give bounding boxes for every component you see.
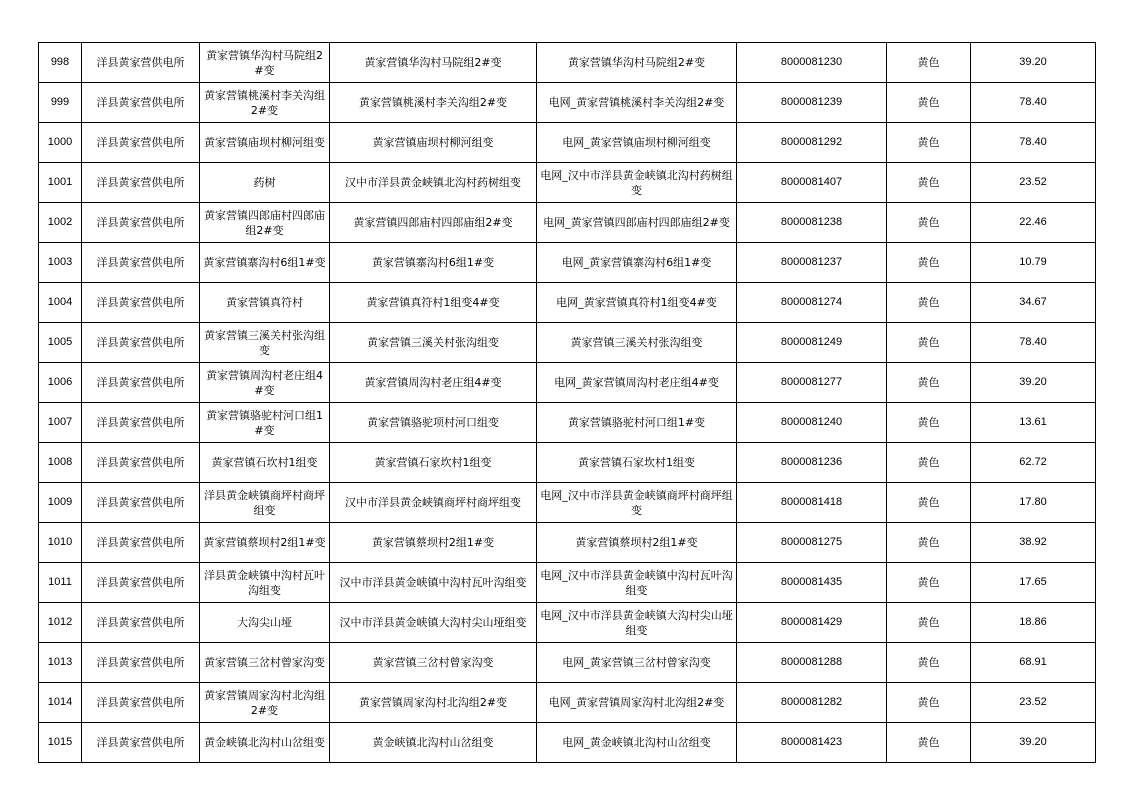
value-cell: 23.52 <box>971 683 1096 723</box>
station-name-cell: 黄家营镇桃溪村李关沟组2#变 <box>330 83 537 123</box>
row-number-cell: 1009 <box>39 483 82 523</box>
row-number-cell: 1005 <box>39 323 82 363</box>
office-cell: 洋县黄家营供电所 <box>82 83 200 123</box>
transformer-name-cell: 黄家营镇三溪关村张沟组变 <box>200 323 330 363</box>
station-name-cell: 汉中市洋县黄金峡镇商坪村商坪组变 <box>330 483 537 523</box>
table-row <box>39 723 1096 763</box>
table-row <box>39 283 1096 323</box>
transformer-name-cell: 黄家营镇周沟村老庄组4#变 <box>200 363 330 403</box>
office-cell: 洋县黄家营供电所 <box>82 563 200 603</box>
transformer-name-cell: 黄家营镇桃溪村李关沟组2#变 <box>200 83 330 123</box>
asset-code-cell: 8000081249 <box>737 323 887 363</box>
grid-name-cell: 电网_黄家营镇三岔村曾家沟变 <box>537 643 737 683</box>
office-cell: 洋县黄家营供电所 <box>82 163 200 203</box>
value-cell: 39.20 <box>971 723 1096 763</box>
row-number-cell: 1010 <box>39 523 82 563</box>
row-number-cell: 1011 <box>39 563 82 603</box>
office-cell: 洋县黄家营供电所 <box>82 483 200 523</box>
row-number-cell: 1012 <box>39 603 82 643</box>
grid-name-cell: 电网_黄家营镇周家沟村北沟组2#变 <box>537 683 737 723</box>
warning-color-cell: 黄色 <box>887 603 971 643</box>
value-cell: 34.67 <box>971 283 1096 323</box>
transformer-name-cell: 黄家营镇真符村 <box>200 283 330 323</box>
transformer-table <box>38 42 1096 763</box>
value-cell: 18.86 <box>971 603 1096 643</box>
station-name-cell: 黄家营镇骆驼项村河口组变 <box>330 403 537 443</box>
table-row <box>39 563 1096 603</box>
row-number-cell: 1013 <box>39 643 82 683</box>
row-number-cell: 999 <box>39 83 82 123</box>
grid-name-cell: 电网_汉中市洋县黄金峡镇中沟村瓦叶沟组变 <box>537 563 737 603</box>
value-cell: 39.20 <box>971 363 1096 403</box>
warning-color-cell: 黄色 <box>887 683 971 723</box>
asset-code-cell: 8000081274 <box>737 283 887 323</box>
transformer-name-cell: 药树 <box>200 163 330 203</box>
warning-color-cell: 黄色 <box>887 723 971 763</box>
asset-code-cell: 8000081282 <box>737 683 887 723</box>
value-cell: 17.80 <box>971 483 1096 523</box>
asset-code-cell: 8000081237 <box>737 243 887 283</box>
grid-name-cell: 电网_黄家营镇真符村1组变4#变 <box>537 283 737 323</box>
office-cell: 洋县黄家营供电所 <box>82 283 200 323</box>
asset-code-cell: 8000081407 <box>737 163 887 203</box>
warning-color-cell: 黄色 <box>887 283 971 323</box>
station-name-cell: 黄家营镇寨沟村6组1#变 <box>330 243 537 283</box>
row-number-cell: 1008 <box>39 443 82 483</box>
station-name-cell: 黄家营镇蔡坝村2组1#变 <box>330 523 537 563</box>
station-name-cell: 黄家营镇三溪关村张沟组变 <box>330 323 537 363</box>
value-cell: 68.91 <box>971 643 1096 683</box>
transformer-name-cell: 黄家营镇骆驼村河口组1#变 <box>200 403 330 443</box>
table-body <box>39 43 1096 763</box>
warning-color-cell: 黄色 <box>887 643 971 683</box>
asset-code-cell: 8000081236 <box>737 443 887 483</box>
station-name-cell: 汉中市洋县黄金峡镇北沟村药树组变 <box>330 163 537 203</box>
row-number-cell: 1000 <box>39 123 82 163</box>
station-name-cell: 黄家营镇真符村1组变4#变 <box>330 283 537 323</box>
warning-color-cell: 黄色 <box>887 483 971 523</box>
table-row <box>39 323 1096 363</box>
table-row <box>39 243 1096 283</box>
station-name-cell: 黄家营镇华沟村马院组2#变 <box>330 43 537 83</box>
value-cell: 38.92 <box>971 523 1096 563</box>
transformer-name-cell: 大沟尖山垭 <box>200 603 330 643</box>
office-cell: 洋县黄家营供电所 <box>82 723 200 763</box>
grid-name-cell: 黄家营镇华沟村马院组2#变 <box>537 43 737 83</box>
asset-code-cell: 8000081429 <box>737 603 887 643</box>
value-cell: 22.46 <box>971 203 1096 243</box>
station-name-cell: 黄家营镇石家坎村1组变 <box>330 443 537 483</box>
table-row <box>39 523 1096 563</box>
office-cell: 洋县黄家营供电所 <box>82 523 200 563</box>
transformer-name-cell: 黄家营镇四郎庙村四郎庙组2#变 <box>200 203 330 243</box>
table-row <box>39 643 1096 683</box>
transformer-name-cell: 黄家营镇寨沟村6组1#变 <box>200 243 330 283</box>
grid-name-cell: 黄家营镇三溪关村张沟组变 <box>537 323 737 363</box>
value-cell: 23.52 <box>971 163 1096 203</box>
office-cell: 洋县黄家营供电所 <box>82 203 200 243</box>
value-cell: 78.40 <box>971 323 1096 363</box>
grid-name-cell: 黄家营镇石家坎村1组变 <box>537 443 737 483</box>
warning-color-cell: 黄色 <box>887 323 971 363</box>
asset-code-cell: 8000081435 <box>737 563 887 603</box>
table-row <box>39 163 1096 203</box>
table-row <box>39 203 1096 243</box>
row-number-cell: 1007 <box>39 403 82 443</box>
row-number-cell: 1006 <box>39 363 82 403</box>
grid-name-cell: 电网_黄家营镇四郎庙村四郎庙组2#变 <box>537 203 737 243</box>
grid-name-cell: 电网_黄金峡镇北沟村山岔组变 <box>537 723 737 763</box>
office-cell: 洋县黄家营供电所 <box>82 243 200 283</box>
transformer-name-cell: 黄家营镇三岔村曾家沟变 <box>200 643 330 683</box>
transformer-name-cell: 黄家营镇石坎村1组变 <box>200 443 330 483</box>
value-cell: 10.79 <box>971 243 1096 283</box>
warning-color-cell: 黄色 <box>887 403 971 443</box>
asset-code-cell: 8000081230 <box>737 43 887 83</box>
station-name-cell: 黄家营镇三岔村曾家沟变 <box>330 643 537 683</box>
warning-color-cell: 黄色 <box>887 83 971 123</box>
asset-code-cell: 8000081240 <box>737 403 887 443</box>
value-cell: 62.72 <box>971 443 1096 483</box>
office-cell: 洋县黄家营供电所 <box>82 643 200 683</box>
asset-code-cell: 8000081418 <box>737 483 887 523</box>
warning-color-cell: 黄色 <box>887 43 971 83</box>
warning-color-cell: 黄色 <box>887 243 971 283</box>
transformer-name-cell: 黄家营镇周家沟村北沟组2#变 <box>200 683 330 723</box>
value-cell: 13.61 <box>971 403 1096 443</box>
table-row <box>39 363 1096 403</box>
office-cell: 洋县黄家营供电所 <box>82 123 200 163</box>
station-name-cell: 汉中市洋县黄金峡镇大沟村尖山垭组变 <box>330 603 537 643</box>
asset-code-cell: 8000081275 <box>737 523 887 563</box>
transformer-name-cell: 黄家营镇蔡坝村2组1#变 <box>200 523 330 563</box>
asset-code-cell: 8000081239 <box>737 83 887 123</box>
value-cell: 17.65 <box>971 563 1096 603</box>
row-number-cell: 998 <box>39 43 82 83</box>
table-row <box>39 123 1096 163</box>
asset-code-cell: 8000081238 <box>737 203 887 243</box>
row-number-cell: 1002 <box>39 203 82 243</box>
office-cell: 洋县黄家营供电所 <box>82 443 200 483</box>
asset-code-cell: 8000081288 <box>737 643 887 683</box>
office-cell: 洋县黄家营供电所 <box>82 43 200 83</box>
value-cell: 78.40 <box>971 123 1096 163</box>
grid-name-cell: 电网_黄家营镇庙坝村柳河组变 <box>537 123 737 163</box>
grid-name-cell: 电网_黄家营镇桃溪村李关沟组2#变 <box>537 83 737 123</box>
transformer-name-cell: 黄家营镇庙坝村柳河组变 <box>200 123 330 163</box>
office-cell: 洋县黄家营供电所 <box>82 363 200 403</box>
asset-code-cell: 8000081292 <box>737 123 887 163</box>
transformer-name-cell: 黄家营镇华沟村马院组2#变 <box>200 43 330 83</box>
office-cell: 洋县黄家营供电所 <box>82 323 200 363</box>
grid-name-cell: 电网_黄家营镇寨沟村6组1#变 <box>537 243 737 283</box>
value-cell: 78.40 <box>971 83 1096 123</box>
station-name-cell: 黄金峡镇北沟村山岔组变 <box>330 723 537 763</box>
warning-color-cell: 黄色 <box>887 523 971 563</box>
station-name-cell: 黄家营镇周家沟村北沟组2#变 <box>330 683 537 723</box>
transformer-name-cell: 洋县黄金峡镇商坪村商坪组变 <box>200 483 330 523</box>
office-cell: 洋县黄家营供电所 <box>82 603 200 643</box>
grid-name-cell: 电网_黄家营镇周沟村老庄组4#变 <box>537 363 737 403</box>
asset-code-cell: 8000081423 <box>737 723 887 763</box>
transformer-name-cell: 洋县黄金峡镇中沟村瓦叶沟组变 <box>200 563 330 603</box>
table-row <box>39 403 1096 443</box>
warning-color-cell: 黄色 <box>887 363 971 403</box>
value-cell: 39.20 <box>971 43 1096 83</box>
office-cell: 洋县黄家营供电所 <box>82 683 200 723</box>
table-row <box>39 483 1096 523</box>
warning-color-cell: 黄色 <box>887 563 971 603</box>
office-cell: 洋县黄家营供电所 <box>82 403 200 443</box>
table-row <box>39 603 1096 643</box>
grid-name-cell: 电网_汉中市洋县黄金峡镇北沟村药树组变 <box>537 163 737 203</box>
grid-name-cell: 电网_汉中市洋县黄金峡镇大沟村尖山垭组变 <box>537 603 737 643</box>
warning-color-cell: 黄色 <box>887 123 971 163</box>
row-number-cell: 1001 <box>39 163 82 203</box>
grid-name-cell: 黄家营镇蔡坝村2组1#变 <box>537 523 737 563</box>
grid-name-cell: 电网_汉中市洋县黄金峡镇商坪村商坪组变 <box>537 483 737 523</box>
station-name-cell: 黄家营镇周沟村老庄组4#变 <box>330 363 537 403</box>
table-row <box>39 683 1096 723</box>
row-number-cell: 1015 <box>39 723 82 763</box>
row-number-cell: 1003 <box>39 243 82 283</box>
asset-code-cell: 8000081277 <box>737 363 887 403</box>
warning-color-cell: 黄色 <box>887 203 971 243</box>
row-number-cell: 1004 <box>39 283 82 323</box>
transformer-name-cell: 黄金峡镇北沟村山岔组变 <box>200 723 330 763</box>
station-name-cell: 汉中市洋县黄金峡镇中沟村瓦叶沟组变 <box>330 563 537 603</box>
warning-color-cell: 黄色 <box>887 443 971 483</box>
warning-color-cell: 黄色 <box>887 163 971 203</box>
table-row <box>39 83 1096 123</box>
station-name-cell: 黄家营镇庙坝村柳河组变 <box>330 123 537 163</box>
station-name-cell: 黄家营镇四郎庙村四郎庙组2#变 <box>330 203 537 243</box>
row-number-cell: 1014 <box>39 683 82 723</box>
table-row <box>39 443 1096 483</box>
table-row <box>39 43 1096 83</box>
grid-name-cell: 黄家营镇骆驼村河口组1#变 <box>537 403 737 443</box>
